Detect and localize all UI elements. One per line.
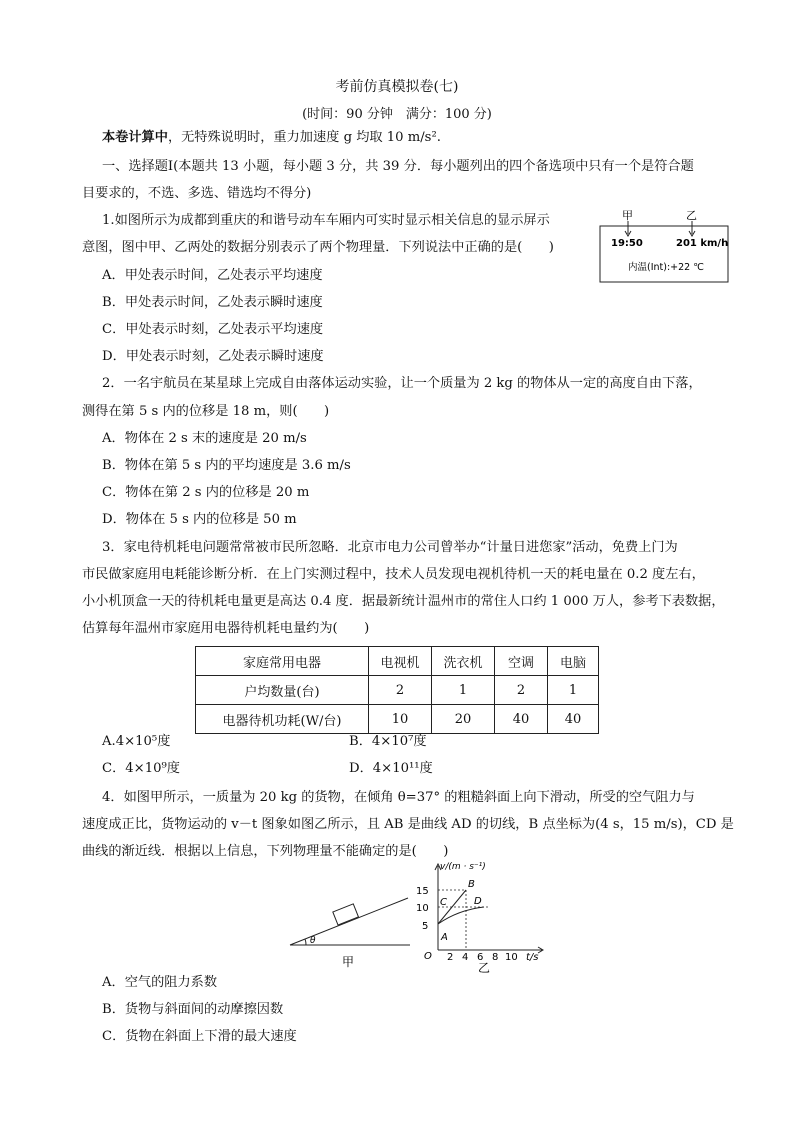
q3-stem-line1: 3．家电待机耗电问题常常被市民所忽略．北京市电力公司曾举办“计量日进您家”活动，免费上门为 [102,540,678,555]
q4-stem-line2: 速度成正比，货物运动的 v－t 图象如图乙所示，且 AB 是曲线 AD 的切线，B 点坐标为(4 s，15 m/s)，CD 是 [82,817,734,832]
section-heading-line1: 一、选择题Ⅰ(本题共 13 小题，每小题 3 分，共 39 分．每小题列出的四个备选项中只有一个是符合题 [102,159,694,174]
table-cell: 20 [432,705,495,734]
table-cell: 电器待机功耗(W/台) [196,705,369,734]
x-tick-label: 4 [462,952,469,963]
table-cell: 户均数量(台) [196,676,369,705]
incline-figure [288,890,418,970]
x-tick-label: 10 [505,952,518,963]
section-heading-line2: 目要求的，不选、多选、错选均不得分) [82,186,312,201]
table-cell: 10 [369,705,432,734]
q3-option-d: D．4×10¹¹度 [349,761,433,776]
fig-jia-caption: 甲 [342,955,355,969]
table-cell: 1 [432,676,495,705]
q2-stem-line1: 2．一名宇航员在某星球上完成自由落体运动实验，让一个质量为 2 kg 的物体从一定的高度自由下落， [102,376,702,391]
cargo-block [333,904,359,925]
table-cell: 40 [495,705,548,734]
y-tick-label: 5 [422,921,429,932]
q1-option-a: A．甲处表示时间，乙处表示平均速度 [102,268,323,283]
x-tick-label: 8 [492,952,499,963]
q3-option-c: C．4×10⁹度 [102,761,180,776]
fig-time: 19:50 [611,238,643,249]
q2-stem-line2: 测得在第 5 s 内的位移是 18 m，则( ) [82,404,330,419]
table-header-cell: 洗衣机 [432,647,495,676]
q2-option-a: A．物体在 2 s 末的速度是 20 m/s [102,431,307,446]
appliance-table [195,646,599,734]
q2-option-c: C．物体在第 2 s 内的位移是 20 m [102,485,310,500]
q4-option-b: B．货物与斜面间的动摩擦因数 [102,1002,284,1017]
table-header-cell: 空调 [495,647,548,676]
table-header-cell: 家庭常用电器 [196,647,369,676]
q1-stem-line1: 1.如图所示为成都到重庆的和谐号动车车厢内可实时显示相关信息的显示屏示 [102,213,550,228]
point-a-label: A [441,932,448,943]
note-bold: 本卷计算中 [102,130,168,145]
fig-yi-caption: 乙 [478,961,491,975]
q4-option-a: A．空气的阻力系数 [102,975,218,990]
theta-label: θ [310,936,316,946]
q3-option-a: A.4×10⁵度 [102,734,171,749]
q4-option-c: C．货物在斜面上下滑的最大速度 [102,1029,297,1044]
origin-label: O [424,951,432,962]
table-header-cell: 电脑 [548,647,599,676]
exam-time-info: (时间：90 分钟 满分：100 分) [302,107,492,122]
table-row [196,676,599,705]
q3-stem-line2: 市民做家庭用电耗能诊断分析．在上门实测过程中，技术人员发现电视机待机一天的耗电量在 0.2 度左右， [82,567,705,582]
y-axis-label: v/(m · s⁻¹) [440,862,486,872]
q1-option-d: D．甲处表示时刻，乙处表示瞬时速度 [102,349,324,364]
table-header-cell: 电视机 [369,647,432,676]
q2-option-d: D．物体在 5 s 内的位移是 50 m [102,512,297,527]
point-b-label: B [468,879,475,890]
x-tick-label: 6 [477,952,484,963]
q1-option-b: B．甲处表示时间，乙处表示瞬时速度 [102,295,323,310]
vt-graph-figure [410,860,550,976]
table-cell: 1 [548,676,599,705]
gravity-note [102,125,441,151]
table-cell: 2 [369,676,432,705]
q1-stem-line2: 意图，图中甲、乙两处的数据分别表示了两个物理量．下列说法中正确的是( ) [82,240,554,255]
y-tick-label: 15 [416,886,429,897]
train-display-figure [600,206,730,282]
y-tick-label: 10 [416,903,429,914]
x-tick-label: 2 [447,952,454,963]
table-cell: 40 [548,705,599,734]
table-header-row [196,647,599,676]
fig-label-yi: 乙 [686,209,697,222]
fig-temperature: 内温(Int):+22 ℃ [628,262,704,273]
fig-label-jia: 甲 [622,209,633,222]
point-c-label: C [440,897,447,908]
q1-option-c: C．甲处表示时刻，乙处表示平均速度 [102,322,324,337]
q4-stem-line3: 曲线的渐近线．根据以上信息，下列物理量不能确定的是( ) [82,844,449,859]
q4-stem-line1: 4．如图甲所示，一质量为 20 kg 的货物，在倾角 θ=37° 的粗糙斜面上向下滑动，所受的空气阻力与 [102,790,695,805]
point-d-label: D [474,896,482,907]
q2-option-b: B．物体在第 5 s 内的平均速度是 3.6 m/s [102,458,351,473]
q3-option-b: B．4×10⁷度 [349,734,427,749]
q3-stem-line4: 估算每年温州市家庭用电器待机耗电量约为( ) [82,621,370,636]
page-title: 考前仿真模拟卷(七) [335,79,459,95]
table-cell: 2 [495,676,548,705]
note-rest: ，无特殊说明时，重力加速度 g 均取 10 m/s². [167,130,441,145]
fig-speed: 201 km/h [676,238,729,249]
q3-stem-line3: 小小机顶盒一天的待机耗电量更是高达 0.4 度．据最新统计温州市的常住人口约 1 000 万人，参考下表数据， [82,594,725,609]
x-axis-label: t/s [526,952,539,963]
